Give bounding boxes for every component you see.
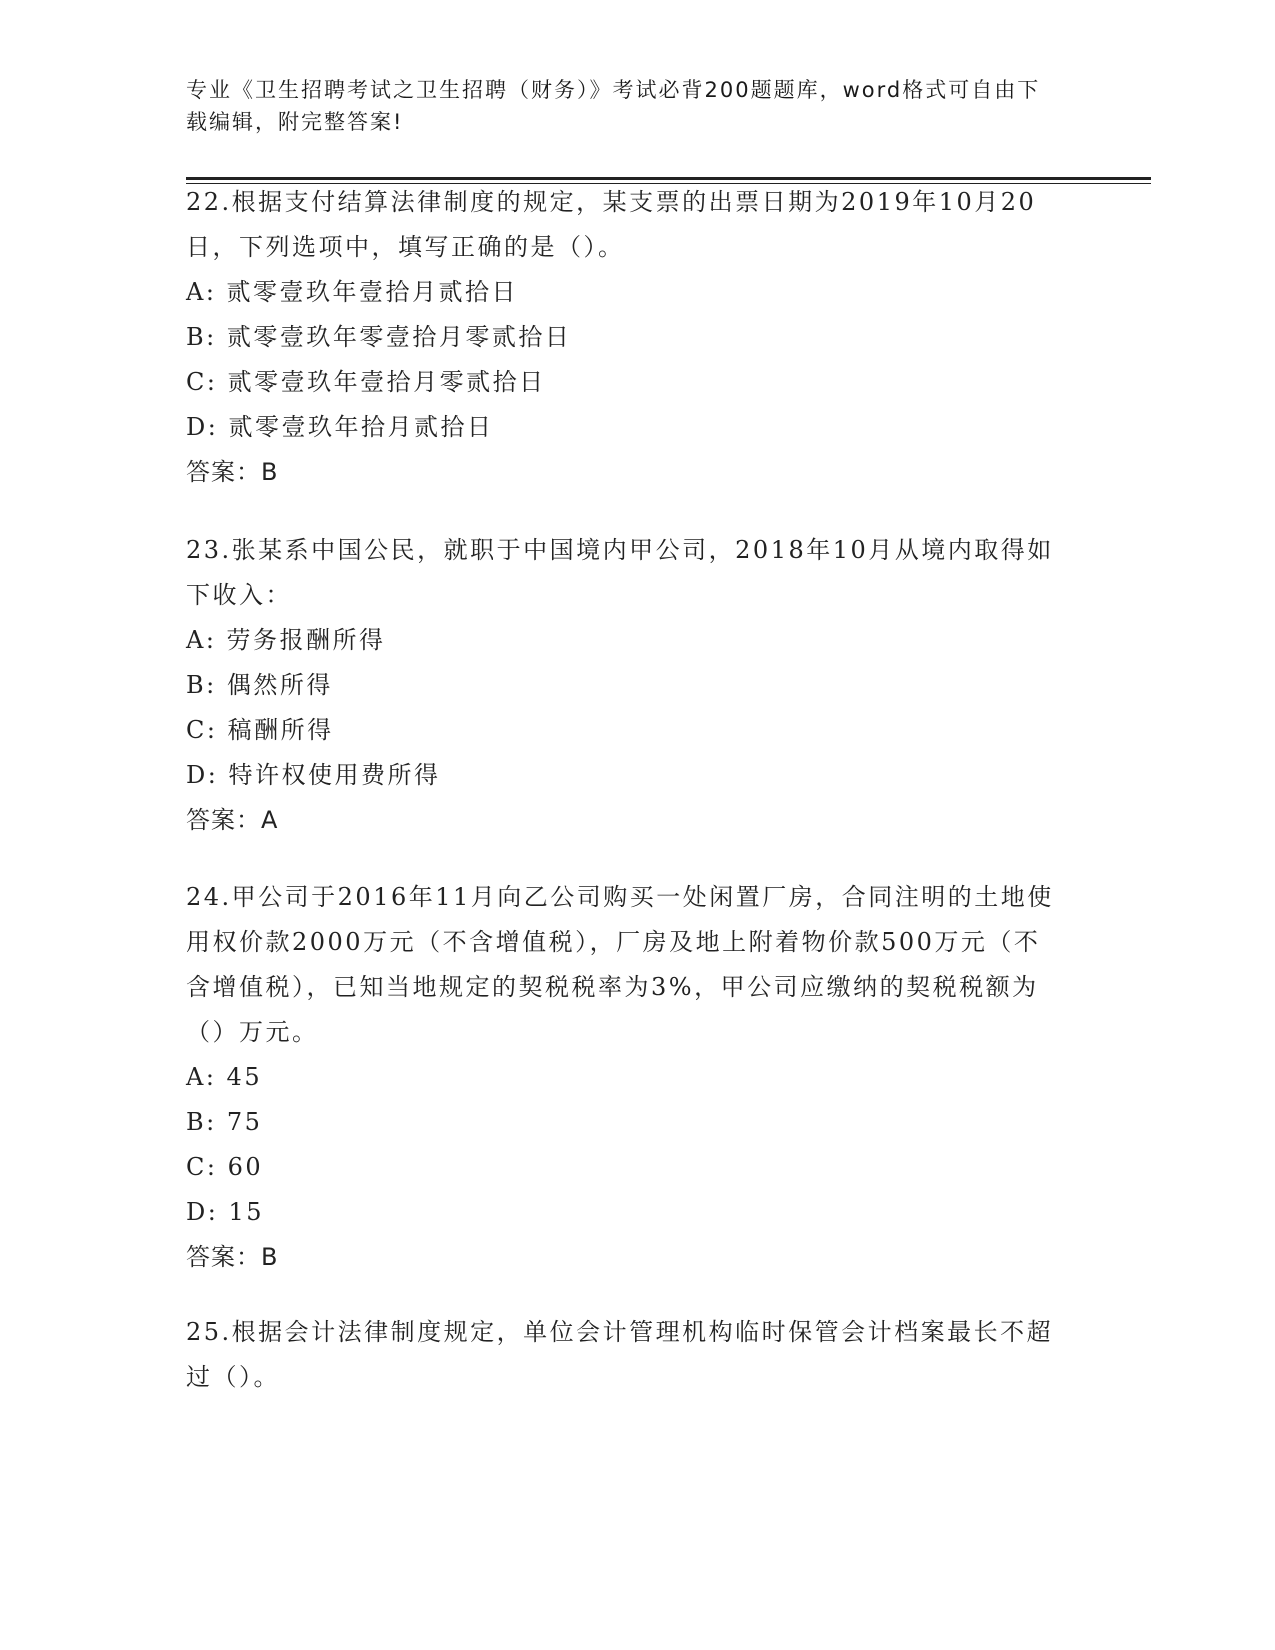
question-22	[186, 180, 1066, 495]
option-a: A: 45	[186, 1063, 263, 1091]
question-stem: 23.张某系中国公民，就职于中国境内甲公司，2018年10月从境内取得如下收入：	[186, 536, 1054, 609]
option-b: B: 75	[186, 1108, 263, 1136]
answer: 答案：B	[186, 458, 279, 486]
option-d: D: 特许权使用费所得	[186, 761, 441, 789]
question-24	[186, 875, 1066, 1280]
question-stem: 24.甲公司于2016年11月向乙公司购买一处闲置厂房，合同注明的土地使用权价款2000万元（不含增值税），厂房及地上附着物价款500万元（不含增值税），已知当地规定的契税税率为3%，甲公司应缴纳的契税税额为（）万元。	[186, 883, 1054, 1046]
option-d: D: 15	[186, 1198, 264, 1226]
option-b: B: 贰零壹玖年零壹拾月零贰拾日	[186, 323, 572, 351]
option-c: C: 60	[186, 1153, 264, 1181]
option-a: A: 贰零壹玖年壹拾月贰拾日	[186, 278, 519, 306]
answer: 答案：A	[186, 806, 279, 834]
option-d: D: 贰零壹玖年拾月贰拾日	[186, 413, 494, 441]
option-c: C: 稿酬所得	[186, 716, 334, 744]
answer: 答案：B	[186, 1243, 279, 1271]
document-header: 专业《卫生招聘考试之卫生招聘（财务）》考试必背200题题库，word格式可自由下载编辑，附完整答案!	[186, 78, 1041, 134]
question-stem: 25.根据会计法律制度规定，单位会计管理机构临时保管会计档案最长不超过（）。	[186, 1318, 1054, 1391]
option-c: C: 贰零壹玖年壹拾月零贰拾日	[186, 368, 546, 396]
option-a: A: 劳务报酬所得	[186, 626, 386, 654]
question-stem: 22.根据支付结算法律制度的规定，某支票的出票日期为2019年10月20日，下列选项中，填写正确的是（）。	[186, 188, 1037, 261]
option-b: B: 偶然所得	[186, 671, 333, 699]
question-25	[186, 1310, 1066, 1400]
question-23	[186, 528, 1066, 843]
